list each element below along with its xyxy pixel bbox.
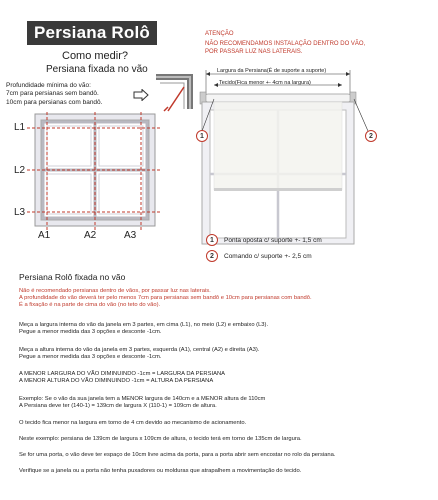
height-instructions	[19, 347, 424, 361]
obstruction-note: Verifique se a janela ou a porta não tenha puxadores ou molduras que atrapalhem a movimentação do tecido.	[19, 468, 302, 474]
example-line: Exemplo: Se o vão da sua janela tem a MENOR largura de 140cm e a MENOR altura de 110cm	[19, 396, 266, 402]
attention-line: NÃO RECOMENDAMOS INSTALAÇÃO DENTRO DO VÃO,	[205, 41, 366, 47]
col-label-a2: A2	[84, 230, 97, 241]
instruction-line: Pegue a menor medida das 3 opções e desconte -1cm.	[19, 329, 162, 336]
mount-type: Persiana fixada no vão	[46, 64, 148, 75]
depth-note	[6, 82, 136, 107]
col-label-a1: A1	[38, 230, 51, 241]
marker-2: 2	[365, 130, 377, 142]
roller-blind-diagram	[190, 58, 365, 248]
legend-marker-2: 2	[206, 250, 218, 262]
fabric-width-label: Tecido(Fica menor +- 4cm na largura)	[219, 80, 311, 86]
legend-marker-1: 1	[206, 234, 218, 246]
formula-line: A MENOR ALTURA DO VÃO DIMINUINDO -1cm = ALTURA DA PERSIANA	[19, 378, 214, 385]
subtitle: Como medir?	[62, 50, 129, 62]
instruction-line: Meça a largura interna do vão da janela em 3 partes, em cima (L1), no meio (L2) e embaixo (L3).	[19, 322, 269, 328]
legend-item-1	[206, 234, 322, 246]
instruction-line: Meça a altura interna do vão da janela em 3 partes, esquerda (A1), central (A2) e direita (A3).	[19, 347, 260, 353]
depth-line: Profundidade mínima do vão:	[6, 82, 91, 89]
warning-line: A profundidade do vão deverá ter pelo menos 7cm para persianas sem bandô e 10cm para persianas com bandô.	[19, 295, 312, 302]
example-paragraph	[19, 396, 424, 410]
formula-paragraph	[19, 371, 424, 385]
attention-text	[205, 41, 405, 56]
window-measurement-diagram	[27, 112, 162, 232]
col-label-a3: A3	[124, 230, 137, 241]
warning-line: Não é recomendado persianas dentro de vãos, por passar luz nas laterais.	[19, 288, 211, 294]
bracket-leaders	[190, 95, 380, 140]
row-label-l3: L3	[14, 207, 26, 218]
title-banner: Persiana Rolô	[27, 21, 157, 45]
depth-line: 7cm para persianas sem bandô.	[6, 90, 99, 98]
attention-line: POR PASSAR LUZ NAS LATERAIS.	[205, 48, 303, 55]
blind-width-label: Largura da Persiana(É de suporte a suporte)	[217, 68, 327, 74]
formula-line: A MENOR LARGURA DO VÃO DIMINUINDO -1cm = LARGURA DA PERSIANA	[19, 371, 225, 377]
warning-line: É a fixação é na parte de cima do vão (no teto do vão).	[19, 302, 161, 309]
width-instructions	[19, 322, 424, 336]
section-title: Persiana Rolô fixada no vão	[19, 272, 126, 282]
door-note: Se for uma porta, o vão deve ter espaço de 10cm livre acima da porta, para a porta abrir sem encostar no rolo da persiana.	[19, 452, 336, 458]
corner-detail-illustration	[150, 73, 194, 113]
legend-text-2: Comando c/ suporte +- 2,5 cm	[224, 252, 312, 260]
depth-line: 10cm para persianas com bandô.	[6, 98, 103, 106]
row-label-l2: L2	[14, 165, 26, 176]
fabric-example: Neste exemplo: persiana de 139cm de largura x 109cm de altura, o tecido terá em torno de 135cm de largura.	[19, 436, 302, 442]
legend-text-1: Ponta oposta c/ suporte +- 1,5 cm	[224, 236, 322, 244]
arrow-right-icon	[133, 89, 149, 101]
warning-paragraph	[19, 288, 424, 310]
fabric-note: O tecido fica menor na largura em torno de 4 cm devido ao mecanismo de acionamento.	[19, 420, 247, 426]
instruction-line: Pegue a menor medida das 3 opções e desconte -1cm.	[19, 354, 162, 361]
legend-item-2	[206, 250, 312, 262]
marker-1: 1	[196, 130, 208, 142]
example-line: A Persiana deve ter (140-1) = 139cm de largura X (110-1) = 109cm de altura.	[19, 403, 217, 410]
row-label-l1: L1	[14, 122, 26, 133]
attention-title: ATENÇÃO	[205, 31, 234, 37]
